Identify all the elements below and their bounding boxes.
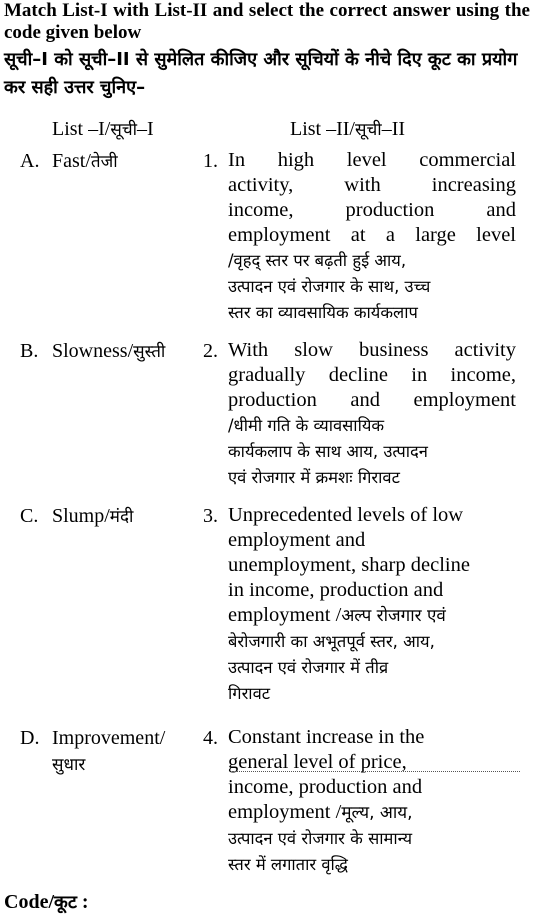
list-1-term: Improvement/ सुधार (52, 727, 166, 775)
list-2-header: List –II/सूची–II (290, 118, 406, 140)
list-2-description: In high level commercial activity, with increasing income, production and employment at a large level /वृहद् स्तर पर बढ़ती हुई आय, उत्पादन एवं रोजगार के साथ, उच्च स्तर का व्यावसायिक कार्यकलाप (228, 149, 516, 322)
list-2-number: 1. (203, 150, 218, 172)
list-2-number: 3. (203, 505, 218, 527)
dotted-divider (232, 771, 520, 772)
list-2-number: 4. (203, 727, 218, 749)
list-2-description: With slow business activity gradually decline in income, production and employment /धीमी गति के व्यावसायिक कार्यकलाप के साथ आय, उत्पादन एवं रोजगार में क्रमशः गिरावट (228, 339, 516, 487)
list-1-letter: C. (20, 505, 39, 527)
list-1-term: Slowness/सुस्ती (52, 340, 166, 362)
question (4, 0, 530, 102)
question-hindi: सूची–I को सूची–II से सुमेलित कीजिए और सूचियों के नीचे दिए कूट का प्रयोग कर सही उत्तर चुनिए– (4, 49, 518, 98)
list-2-number: 2. (203, 340, 218, 362)
list-1-header: List –I/सूची–I (52, 118, 154, 140)
question-english: Match List-I with List-II and select the correct answer using the code given below (4, 0, 530, 43)
list-1-letter: D. (20, 727, 40, 749)
list-1-term: Fast/तेजी (52, 150, 118, 172)
list-1-letter: A. (20, 150, 40, 172)
list-headers (0, 117, 534, 143)
list-2-description: Unprecedented levels of low employment and unemployment, sharp decline in income, production and employment /अल्प रोजगार एवं बेरोजगारी का अभूतपूर्व स्तर, आय, उत्पादन एवं रोजगार में तीव्र गिरावट (228, 504, 470, 703)
list-2-description: Constant increase in the general level of price, income, production and employment /मूल्य, आय, उत्पादन एवं रोजगार के सामान्य स्तर में लगातार वृद्धि (228, 726, 425, 874)
list-1-term: Slump/मंदी (52, 505, 134, 527)
list-1-letter: B. (20, 340, 39, 362)
code-label: Code/कूट : (4, 891, 89, 913)
